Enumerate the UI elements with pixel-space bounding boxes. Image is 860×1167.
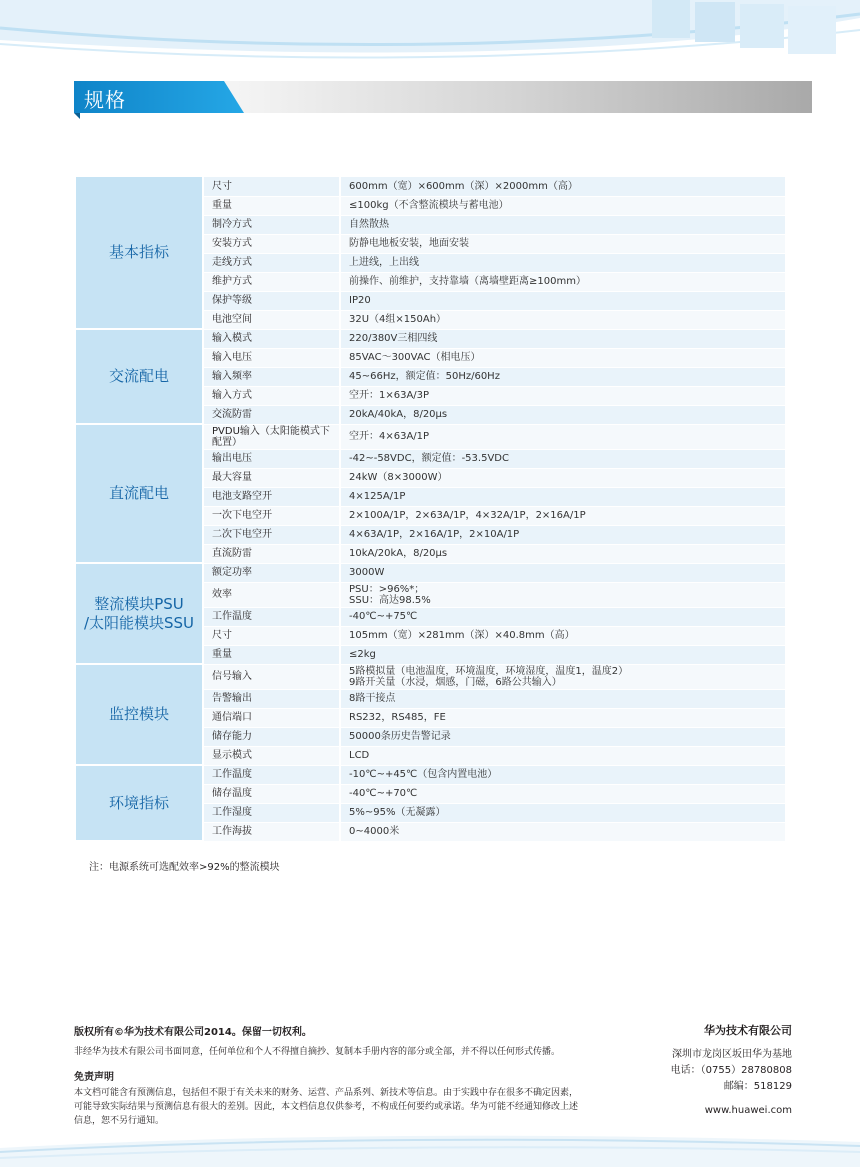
disclaimer-title: 免责声明 [74, 1072, 114, 1083]
spec-value-line: PSU：>96%*； [349, 583, 425, 595]
copyright: 版权所有©华为技术有限公司2014。保留一切权利。 [74, 1027, 312, 1038]
spec-item: 一次下电空开 [203, 506, 340, 525]
company-name: 华为技术有限公司 [704, 1024, 792, 1037]
spec-value: 32U（4组×150Ah） [340, 310, 785, 329]
spec-value: -42~-58VDC，额定值：-53.5VDC [340, 449, 785, 468]
spec-value: 24kW（8×3000W） [340, 468, 785, 487]
spec-value: 50000条历史告警记录 [340, 727, 785, 746]
spec-item: 储存能力 [203, 727, 340, 746]
spec-value [340, 664, 785, 689]
spec-item: 制冷方式 [203, 215, 340, 234]
spec-item: 输入方式 [203, 386, 340, 405]
spec-item: 工作温度 [203, 607, 340, 626]
spec-item: 工作温度 [203, 765, 340, 784]
footnote: 注：电源系统可选配效率>92%的整流模块 [89, 862, 280, 873]
spec-value: 上进线，上出线 [340, 253, 785, 272]
spec-value: IP20 [340, 291, 785, 310]
spec-item: 电池空间 [203, 310, 340, 329]
spec-item: 二次下电空开 [203, 525, 340, 544]
spec-item: PVDU输入（太阳能模式下配置） [203, 424, 340, 449]
spec-value: 45~66Hz，额定值：50Hz/60Hz [340, 367, 785, 386]
spec-value: 前操作、前维护，支持靠墙（离墙壁距离≥100mm） [340, 272, 785, 291]
disclaimer-line: 本文档可能含有预测信息，包括但不限于有关未来的财务、运营、产品系列、新技术等信息。由于实践中存在很多不确定因素， [74, 1088, 579, 1098]
disclaimer-line: 信息，恕不另行通知。 [74, 1116, 165, 1126]
website-link[interactable]: www.huawei.com [704, 1105, 792, 1116]
spec-value-line: 5路模拟量（电池温度，环境温度，环境湿度，温度1，温度2） [349, 665, 629, 677]
spec-value: 4×125A/1P [340, 487, 785, 506]
spec-item: 输入模式 [203, 329, 340, 348]
spec-value: RS232，RS485，FE [340, 708, 785, 727]
spec-value: 空开：4×63A/1P [340, 424, 785, 449]
spec-item: 重量 [203, 196, 340, 215]
spec-value: -40℃~+75℃ [340, 607, 785, 626]
spec-value: 4×63A/1P，2×16A/1P，2×10A/1P [340, 525, 785, 544]
category-dc-distribution: 直流配电 [76, 424, 203, 563]
spec-item: 额定功率 [203, 563, 340, 582]
spec-item: 输出电压 [203, 449, 340, 468]
spec-item: 走线方式 [203, 253, 340, 272]
spec-value: 105mm（宽）×281mm（深）×40.8mm（高） [340, 626, 785, 645]
page-title: 规格 [84, 88, 126, 112]
spec-value: 3000W [340, 563, 785, 582]
spec-value: ≤100kg（不含整流模块与蓄电池） [340, 196, 785, 215]
spec-value: 0~4000米 [340, 822, 785, 841]
legal-block [74, 1023, 614, 1128]
category-line: 整流模块PSU [94, 594, 184, 613]
phone: 电话：（0755）28780808 [670, 1065, 792, 1076]
disclaimer-line: 可能导致实际结果与预测信息有很大的差别。因此，本文档信息仅供参考，不构成任何要约或承诺。华为可能不经通知修改上述 [74, 1102, 579, 1112]
address: 深圳市龙岗区坂田华为基地 [672, 1049, 792, 1060]
spec-table [76, 177, 785, 842]
spec-item: 重量 [203, 645, 340, 664]
spec-item: 效率 [203, 582, 340, 607]
spec-value: 5%~95%（无凝露） [340, 803, 785, 822]
spec-item: 交流防雷 [203, 405, 340, 424]
spec-item: 显示模式 [203, 746, 340, 765]
spec-item: 工作海拔 [203, 822, 340, 841]
spec-value: LCD [340, 746, 785, 765]
spec-value: 防静电地板安装，地面安装 [340, 234, 785, 253]
copy-notice: 非经华为技术有限公司书面同意，任何单位和个人不得擅自摘抄、复制本手册内容的部分或全部，并不得以任何形式传播。 [74, 1047, 561, 1057]
category-environment: 环境指标 [76, 765, 203, 841]
spec-value: 自然散热 [340, 215, 785, 234]
bottom-wave-decoration [0, 1128, 860, 1167]
spec-value-line: SSU：高达98.5% [349, 594, 431, 606]
category-ac-distribution: 交流配电 [76, 329, 203, 424]
spec-item: 信号输入 [203, 664, 340, 689]
spec-item: 储存温度 [203, 784, 340, 803]
spec-item: 尺寸 [203, 177, 340, 196]
spec-value: 空开：1×63A/3P [340, 386, 785, 405]
spec-item: 保护等级 [203, 291, 340, 310]
category-line: /太阳能模块SSU [83, 613, 195, 632]
postcode: 邮编：518129 [723, 1081, 792, 1092]
spec-item: 输入频率 [203, 367, 340, 386]
spec-item: 最大容量 [203, 468, 340, 487]
spec-item: 直流防雷 [203, 544, 340, 563]
spec-value: ≤2kg [340, 645, 785, 664]
spec-value: 220/380V三相四线 [340, 329, 785, 348]
spec-item: 维护方式 [203, 272, 340, 291]
spec-value: 85VAC～300VAC（相电压） [340, 348, 785, 367]
category-monitoring-module: 监控模块 [76, 664, 203, 765]
spec-value: 600mm（宽）×600mm（深）×2000mm（高） [340, 177, 785, 196]
spec-item: 安装方式 [203, 234, 340, 253]
spec-value: -10℃~+45℃（包含内置电池） [340, 765, 785, 784]
spec-item: 工作湿度 [203, 803, 340, 822]
contact-block [671, 1023, 792, 1119]
spec-value [340, 582, 785, 607]
spec-item: 告警输出 [203, 689, 340, 708]
top-wave-decoration [0, 0, 860, 80]
spec-value: 8路干接点 [340, 689, 785, 708]
spec-item: 通信端口 [203, 708, 340, 727]
category-basic: 基本指标 [76, 177, 203, 329]
category-rectifier-module [76, 563, 203, 664]
spec-item: 电池支路空开 [203, 487, 340, 506]
spec-value: -40℃~+70℃ [340, 784, 785, 803]
spec-value-line: 9路开关量（水浸，烟感，门磁，6路公共输入） [349, 676, 562, 688]
spec-value: 10kA/20kA，8/20μs [340, 544, 785, 563]
banner-fold [74, 113, 80, 119]
spec-item: 输入电压 [203, 348, 340, 367]
spec-value: 20kA/40kA，8/20μs [340, 405, 785, 424]
spec-item: 尺寸 [203, 626, 340, 645]
spec-value: 2×100A/1P，2×63A/1P，4×32A/1P，2×16A/1P [340, 506, 785, 525]
